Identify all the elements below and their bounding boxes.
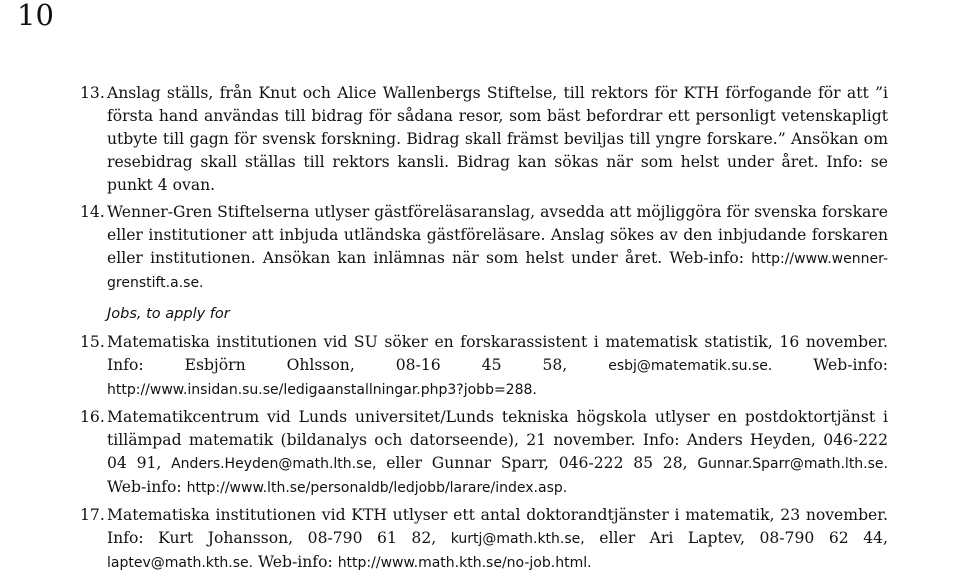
item-text: eller Gunnar Sparr, 046-222 85 28, (386, 454, 688, 472)
item-text: Web-info: (813, 356, 888, 374)
email-link[interactable]: kurtj@math.kth.se, (450, 531, 585, 547)
email-link[interactable]: esbj@matematik.su.se. (608, 358, 773, 374)
list-item-14 (74, 201, 888, 295)
item-text: Matematikcentrum vid Lunds universitet/Lunds tekniska högskola utlyser en postdoktortjänst i tillämpad matematik (bildanalys och datorseende), 21 november. Info: Anders Heyden, 046-222 04 91, (107, 408, 888, 472)
web-link[interactable]: http://www.wenner-grenstift.a.se. (107, 251, 888, 291)
item-number: 16. (80, 408, 105, 426)
item-text: Matematiska institutionen vid SU söker en forskarassistent i matematisk statistik, 16 november. Info: Esbjörn Ohlsson, 08-16 45 58, (107, 333, 888, 374)
item-text: Web-info: (107, 478, 182, 496)
list-item-17 (74, 504, 888, 575)
item-number: 17. (80, 506, 105, 524)
item-text: Wenner-Gren Stiftelserna utlyser gästföreläsaranslag, avsedda att möjliggöra för svenska forskare eller institutioner att inbjuda utländska gästföreläsare. Anslag sökes av den inbjudande forskaren eller institutionen. Ansökan kan inlämnas när som helst under året. Web-info: (107, 203, 888, 267)
document-body (74, 82, 888, 577)
web-link[interactable]: http://www.math.kth.se/no-job.html. (337, 555, 592, 571)
web-link[interactable]: http://www.insidan.su.se/ledigaanstallningar.php3?jobb=288. (107, 382, 537, 398)
item-number: 13. (80, 84, 105, 102)
page-number: 10 (17, 0, 54, 32)
list-item-16 (74, 406, 888, 500)
email-link[interactable]: Anders.Heyden@math.lth.se, (171, 456, 377, 472)
web-link[interactable]: http://www.lth.se/personaldb/ledjobb/larare/index.asp. (186, 480, 568, 496)
item-number: 15. (80, 333, 105, 351)
list-item-15 (74, 331, 888, 402)
item-text: eller Ari Laptev, 08-790 62 44, (599, 529, 888, 547)
list-item-13 (74, 82, 888, 197)
item-number: 14. (80, 203, 105, 221)
item-text: Anslag ställs, från Knut och Alice Wallenbergs Stiftelse, till rektors för KTH förfogande för att ”i första hand användas till bidrag för sådana resor, som bäst befordrar ett personligt vetenskapligt utbyte till gagn för svensk forskning. Bidrag skall främst beviljas till yngre forskare.” Ansökan om resebidrag skall ställas till rektors kansli. Bidrag kan sökas när som helst under året. Info: se punkt 4 ovan. (107, 84, 888, 194)
section-heading: Jobs, to apply for (107, 306, 230, 322)
item-text: Web-info: (258, 553, 333, 571)
email-link[interactable]: Gunnar.Sparr@math.lth.se. (697, 456, 888, 472)
item-text: Matematiska institutionen vid KTH utlyser ett antal doktorandtjänster i matematik, 23 november. Info: Kurt Johansson, 08-790 61 82, (107, 506, 888, 547)
email-link[interactable]: laptev@math.kth.se. (107, 555, 254, 571)
